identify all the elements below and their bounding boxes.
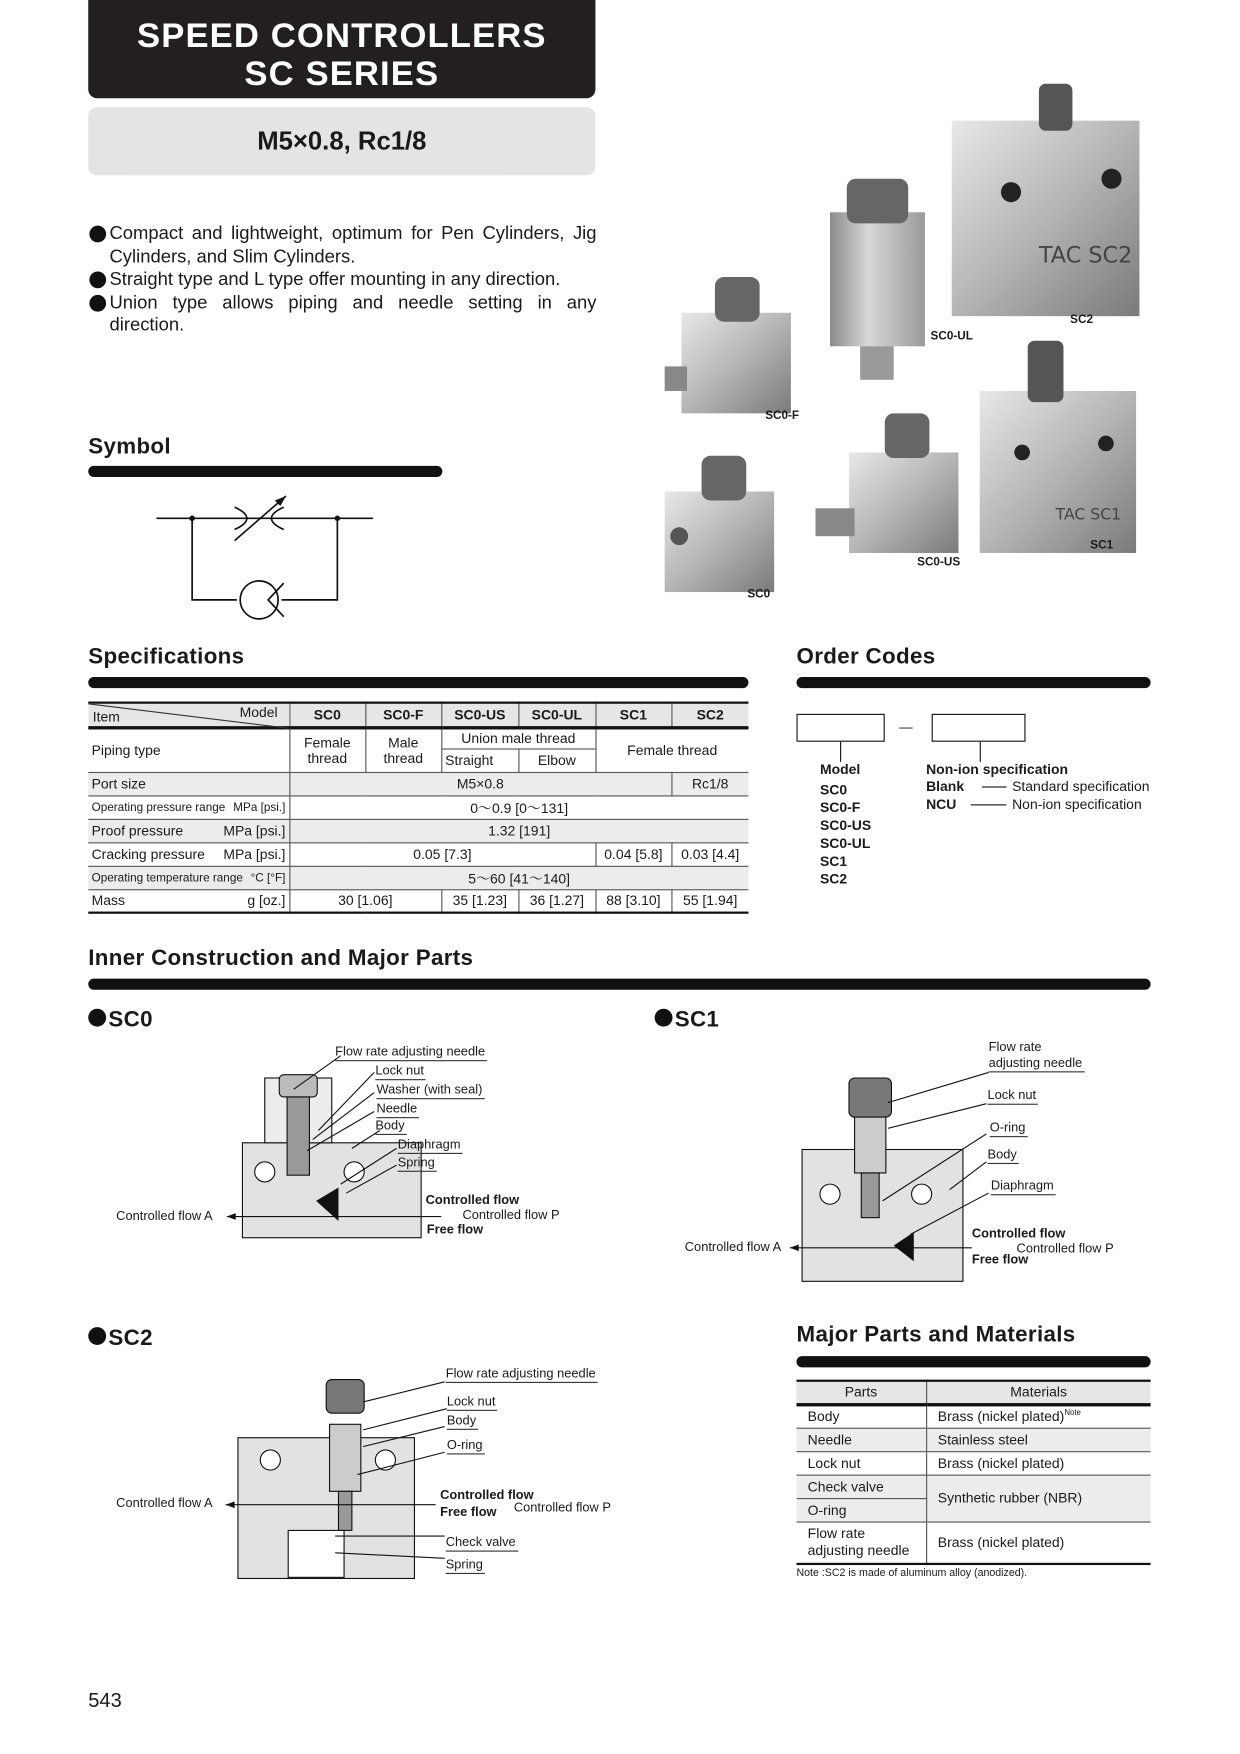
label-spring: Spring	[398, 1155, 437, 1172]
table-row: Piping type Female thread Male thread Union male thread Female thread	[88, 727, 748, 748]
label-controlled-flow-p: Controlled flow P	[462, 1208, 560, 1223]
col-sc0: SC0	[289, 703, 365, 728]
table-row: Lock nut Brass (nickel plated)	[796, 1451, 1150, 1474]
model-list: Model SC0 SC0-F SC0-US SC0-UL SC1 SC2	[819, 761, 872, 887]
connector-line	[980, 742, 981, 762]
label-controlled-flow-a: Controlled flow A	[116, 1496, 213, 1511]
photo-label-sc0-ul: SC0-UL	[930, 329, 973, 343]
table-row: O-ring	[796, 1498, 1150, 1521]
label-body: Body	[375, 1118, 407, 1135]
table-row: Port size M5×0.8 Rc1/8	[88, 772, 748, 795]
feature-item: Union type allows piping and needle setting in any direction.	[89, 291, 596, 337]
label-flow-rate-needle: Flow rate adjusting needle	[446, 1366, 598, 1383]
table-row: Mass g [oz.] 30 [1.06] 35 [1.23] 36 [1.27] 88 [3.10] 55 [1.94]	[88, 889, 748, 912]
item-model-cell: Item Model	[88, 703, 289, 728]
product-photos	[648, 78, 1162, 614]
inner-construction-heading: Inner Construction and Major Parts	[88, 946, 474, 971]
label-washer: Washer (with seal)	[376, 1082, 484, 1099]
label-controlled-flow-p: Controlled flow P	[513, 1501, 611, 1515]
code-dash: —	[899, 719, 913, 736]
specifications-heading: Specifications	[88, 644, 245, 670]
materials-table: Parts Materials Body Brass (nickel plated)$^{Note}$ Needle Stainless steel Lock nut Brass (nickel plated) Check valve Synthetic rubber (NBR) O-ring Flow rate adjusting needle Brass (nickel plated)	[796, 1380, 1150, 1565]
connector-line	[840, 742, 841, 762]
materials-note: Note :SC2 is made of aluminum alloy (anodized).	[796, 1567, 1028, 1580]
title-line1: SPEED CONTROLLERS	[137, 15, 547, 55]
label-free-flow: Free flow	[426, 1223, 484, 1237]
table-row: Straight Elbow	[88, 748, 748, 771]
table-row: Needle Stainless steel	[796, 1428, 1150, 1451]
label-controlled-flow: Controlled flow	[971, 1227, 1066, 1242]
section-bar	[796, 677, 1150, 688]
label-check-valve: Check valve	[446, 1535, 518, 1552]
label-o-ring: O-ring	[447, 1438, 485, 1455]
table-row: Operating pressure range MPa [psi.] 0～0.9 [0～131]	[88, 795, 748, 818]
col-sc0-us: SC0-US	[441, 703, 518, 728]
photo-sc0-ul	[830, 179, 925, 380]
label-free-flow: Free flow	[440, 1505, 497, 1520]
section-bar	[88, 466, 442, 477]
label-needle: Needle	[376, 1101, 419, 1118]
photo-label-sc0: SC0	[747, 587, 771, 601]
nonion-code-box	[932, 714, 1026, 742]
nonion-list: Non-ion specification Blank Standard specification NCU Non-ion specification	[926, 761, 1150, 813]
label-flow-rate-needle: Flow rate adjusting needle	[335, 1044, 487, 1061]
table-row: Cracking pressure MPa [psi.] 0.05 [7.3] 0.04 [5.8] 0.03 [4.4]	[88, 842, 748, 865]
feature-item: Straight type and L type offer mounting in any direction.	[89, 268, 596, 291]
photo-label-sc0-us: SC0-US	[917, 555, 961, 569]
label-lock-nut: Lock nut	[988, 1088, 1039, 1105]
svg-text:TAC SC2: TAC SC2	[1038, 242, 1133, 269]
photo-label-sc2: SC2	[1070, 312, 1094, 327]
label-spring: Spring	[446, 1557, 485, 1574]
photo-sc0	[665, 456, 774, 592]
symbol-heading: Symbol	[88, 434, 171, 460]
svg-text:TAC SC1: TAC SC1	[1055, 504, 1122, 524]
photo-sc0-us	[815, 413, 958, 553]
section-bar	[88, 677, 748, 688]
sc2-subheading: SC2	[88, 1326, 153, 1352]
photo-label-sc1: SC1	[1090, 538, 1114, 552]
photo-sc0-f	[665, 277, 791, 413]
photo-sc2	[952, 84, 1140, 316]
col-sc0-f: SC0-F	[365, 703, 441, 728]
materials-heading: Major Parts and Materials	[796, 1322, 1076, 1348]
sc1-subheading: SC1	[655, 1008, 720, 1034]
label-flow-rate: Flow rate	[988, 1041, 1042, 1055]
page-number: 543	[88, 1689, 122, 1712]
specifications-table	[88, 702, 748, 914]
title-line2: SC SERIES	[244, 53, 440, 93]
label-lock-nut: Lock nut	[447, 1394, 498, 1411]
label-adjusting-needle: adjusting needle	[989, 1056, 1085, 1073]
label-o-ring: O-ring	[990, 1120, 1028, 1137]
label-controlled-flow-a: Controlled flow A	[116, 1209, 213, 1224]
photo-sc1	[980, 341, 1136, 553]
label-controlled-flow: Controlled flow	[440, 1489, 534, 1503]
sc0-subheading: SC0	[88, 1008, 153, 1034]
table-row: Check valve Synthetic rubber (NBR)	[796, 1475, 1150, 1498]
label-controlled-flow: Controlled flow	[425, 1194, 520, 1208]
col-sc2: SC2	[671, 703, 748, 728]
label-controlled-flow-a: Controlled flow A	[684, 1241, 782, 1255]
feature-list	[89, 222, 596, 337]
table-row: Body Brass (nickel plated)$^{Note}$	[796, 1404, 1150, 1427]
feature-item: Compact and lightweight, optimum for Pen Cylinders, Jig Cylinders, and Slim Cylinders.	[89, 222, 596, 268]
table-row: Proof pressure MPa [psi.] 1.32 [191]	[88, 819, 748, 842]
order-codes-heading: Order Codes	[796, 644, 936, 670]
table-row: Operating temperature range °C [°F] 5～60 [41～140]	[88, 866, 748, 889]
section-bar	[88, 979, 1150, 990]
subtitle: M5×0.8, Rc1/8	[88, 107, 595, 175]
label-body: Body	[988, 1147, 1020, 1164]
label-diaphragm: Diaphragm	[398, 1137, 463, 1154]
label-controlled-flow-p: Controlled flow P	[1016, 1242, 1114, 1256]
label-lock-nut: Lock nut	[375, 1063, 426, 1080]
table-header-row	[88, 703, 748, 728]
col-sc0-ul: SC0-UL	[518, 703, 595, 728]
col-sc1: SC1	[595, 703, 671, 728]
label-free-flow: Free flow	[971, 1253, 1029, 1267]
table-row: Flow rate adjusting needle Brass (nickel plated)	[796, 1521, 1150, 1563]
flow-control-symbol	[154, 492, 377, 632]
model-code-box	[796, 714, 884, 742]
photo-label-sc0-f: SC0-F	[765, 408, 800, 423]
label-diaphragm: Diaphragm	[991, 1179, 1056, 1196]
title-banner	[88, 0, 595, 98]
section-bar	[796, 1356, 1150, 1367]
label-body: Body	[447, 1413, 479, 1430]
